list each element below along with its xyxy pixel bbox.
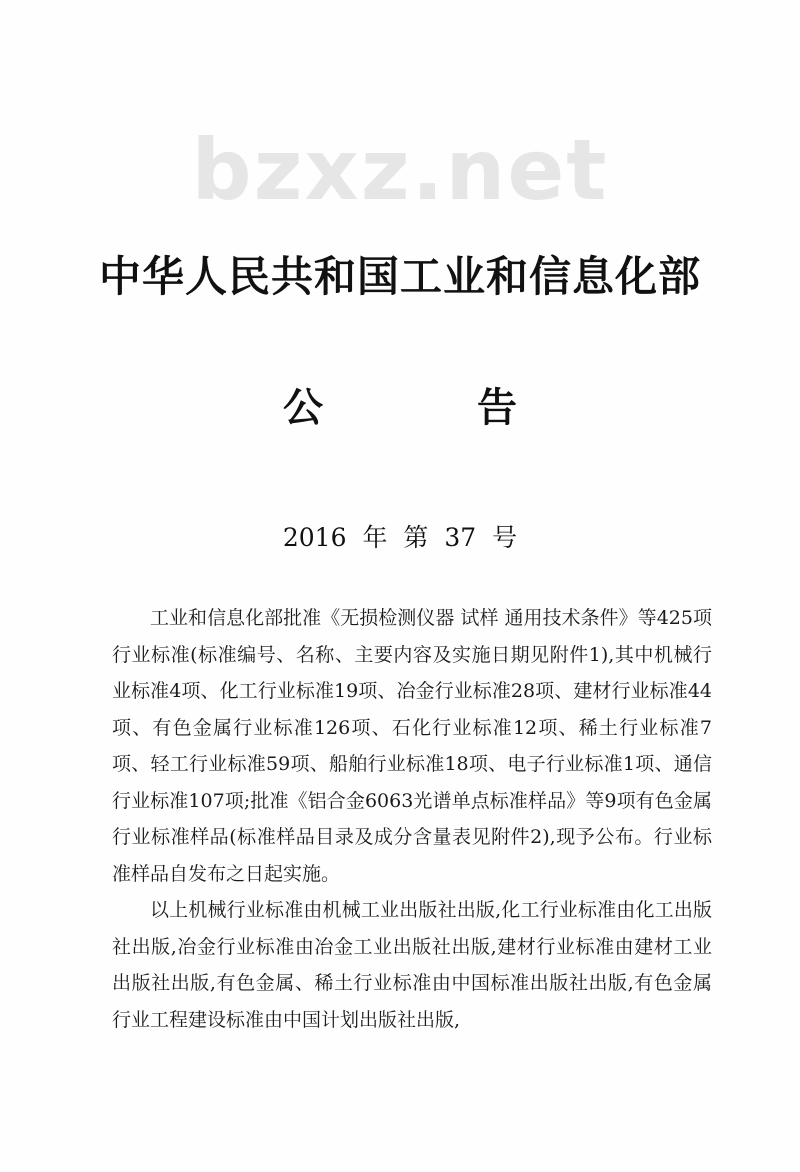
- issuing-authority: 中华人民共和国工业和信息化部: [98, 252, 701, 301]
- body-paragraph: 工业和信息化部批准《无损检测仪器 试样 通用技术条件》等425项行业标准(标准编号、名称、主要内容及实施日期见附件1),其中机械行业标准4项、化工行业标准19项、冶金行业标准28项、建材行业标准44项、有色金属行业标准126项、石化行业标准12项、稀土行业标准7项、轻工行业标准59项、船舶行业标准18项、电子行业标准1项、通信行业标准107项;批准《铝合金6063光谱单点标准样品》等9项有色金属行业标准样品(标准样品目录及成分含量表见附件2),现予公布。行业标准样品自发布之日起实施。: [112, 607, 712, 885]
- announcement-number: 2016 年 第 37 号: [282, 523, 518, 552]
- document-body: [112, 600, 712, 1038]
- watermark: bzxz.net: [191, 121, 609, 219]
- body-paragraph: 以上机械行业标准由机械工业出版社出版,化工行业标准由化工出版社出版,冶金行业标准由冶金工业出版社出版,建材行业标准由建材工业出版社出版,有色金属、稀土行业标准由中国标准出版社出版,有色金属行业工程建设标准由中国计划出版社出版,: [112, 899, 712, 1031]
- document-title: 公 告: [283, 385, 587, 431]
